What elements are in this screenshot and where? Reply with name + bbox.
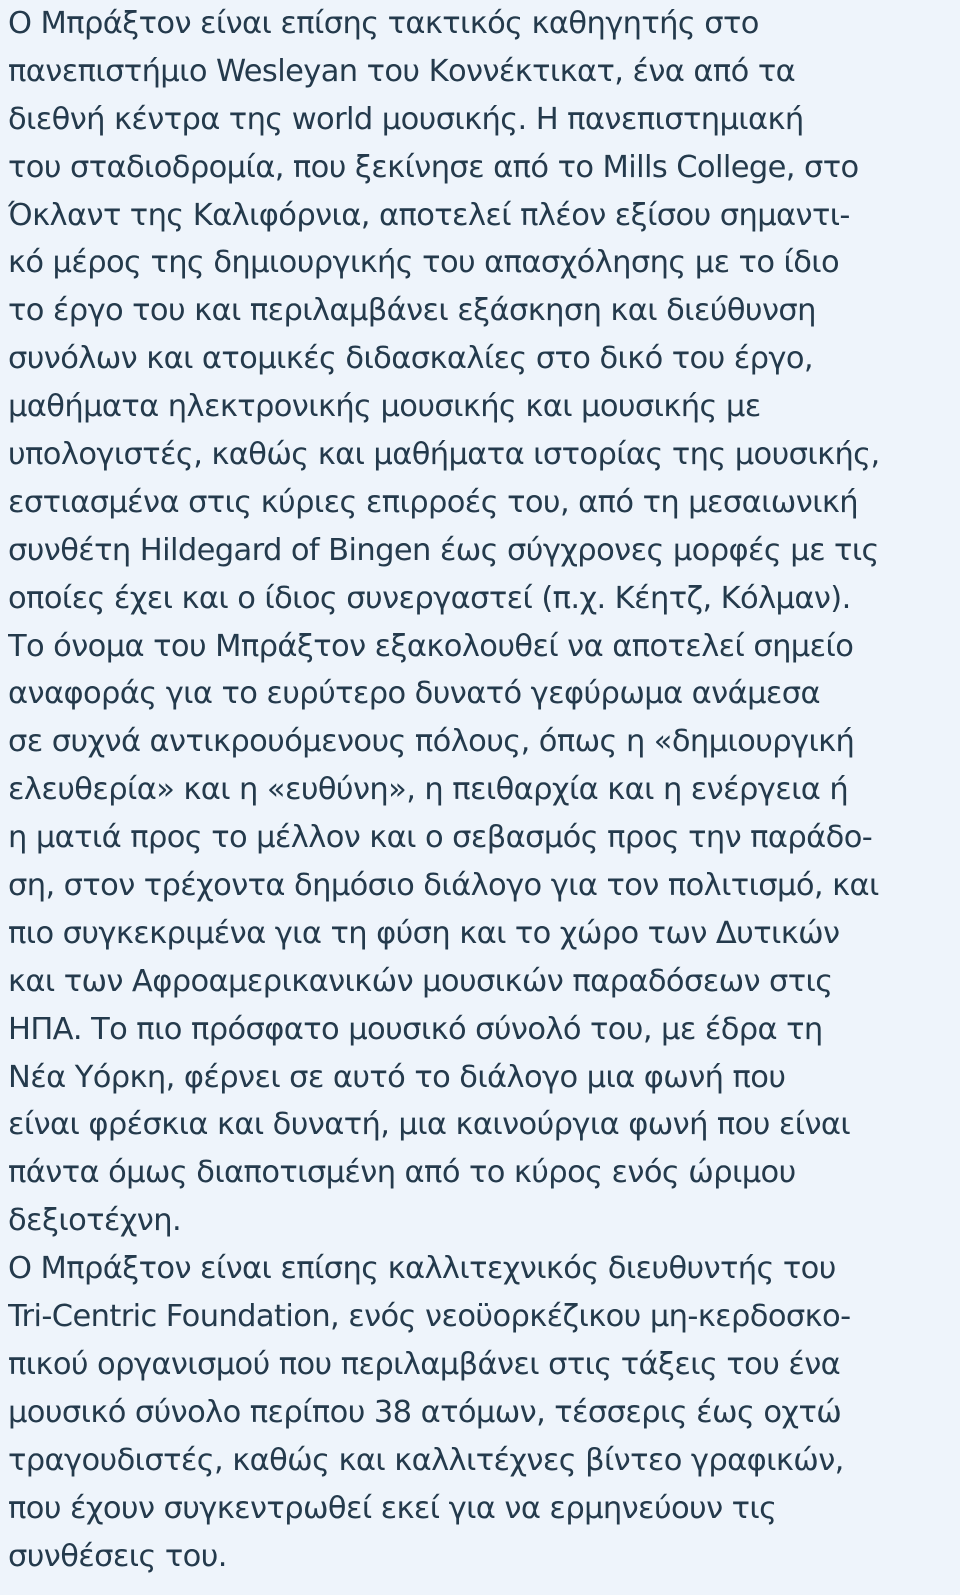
text-line: υπολογιστές, καθώς και μαθήματα ιστορίας της μουσικής, (8, 437, 880, 473)
text-line: Ο Μπράξτον είναι επίσης τακτικός καθηγητής στο (8, 6, 759, 41)
text-line: συνθέτη Hildegard of Bingen έως σύγχρονες μορφές με τις (8, 532, 879, 568)
text-line: εστιασμένα στις κύριες επιρροές του, από τη μεσαιωνική (8, 484, 859, 520)
text-line: η ματιά προς το μέλλον και ο σεβασμός προς την παράδο- (8, 820, 873, 856)
text-line: Ο Μπράξτον είναι επίσης καλλιτεχνικός διευθυντής του (8, 1251, 836, 1287)
text-line: ελευθερία» και η «ευθύνη», η πειθαρχία και η ενέργεια ή (8, 772, 849, 808)
text-line: και των Αφροαμερικανικών μουσικών παραδόσεων στις (8, 963, 833, 999)
text-line: Νέα Υόρκη, φέρνει σε αυτό το διάλογο μια φωνή που (8, 1059, 786, 1095)
text-line: πανεπιστήμιο Wesleyan του Κοννέκτικατ, ένα από τα (8, 53, 796, 89)
body-text (8, 0, 952, 1580)
text-line: κό μέρος της δημιουργικής του απασχόλησης με το ίδιο (8, 245, 840, 281)
text-line: μουσικό σύνολο περίπου 38 ατόμων, τέσσερις έως οχτώ (8, 1394, 842, 1430)
text-line: Το όνομα του Μπράξτον εξακολουθεί να αποτελεί σημείο (8, 628, 854, 664)
text-line: ση, στον τρέχοντα δημόσιο διάλογο για τον πολιτισμό, και (8, 868, 879, 904)
text-line: διεθνή κέντρα της world μουσικής. Η πανεπιστημιακή (8, 101, 804, 137)
text-line: Tri-Centric Foundation, ενός νεοϋορκέζικου μη-κερδοσκο- (8, 1299, 851, 1335)
text-line: πιο συγκεκριμένα για τη φύση και το χώρο των Δυτικών (8, 915, 840, 951)
text-line: οποίες έχει και ο ίδιος συνεργαστεί (π.χ. Κέητζ, Κόλμαν). (8, 580, 851, 616)
text-line: το έργο του και περιλαμβάνει εξάσκηση και διεύθυνση (8, 293, 816, 329)
text-line: δεξιοτέχνη. (8, 1203, 182, 1239)
text-line: πάντα όμως διαποτισμένη από το κύρος ενός ώριμου (8, 1155, 796, 1191)
text-line: είναι φρέσκια και δυνατή, μια καινούργια φωνή που είναι (8, 1107, 851, 1143)
text-line: τραγουδιστές, καθώς και καλλιτέχνες βίντεο γραφικών, (8, 1442, 844, 1478)
text-line: συνόλων και ατομικές διδασκαλίες στο δικό του έργο, (8, 341, 813, 377)
text-line: ΗΠΑ. Το πιο πρόσφατο μουσικό σύνολό του, με έδρα τη (8, 1011, 823, 1047)
text-line: του σταδιοδρομία, που ξεκίνησε από το Mills College, στο (8, 149, 859, 185)
text-line: σε συχνά αντικρουόμενους πόλους, όπως η «δημιουργική (8, 724, 855, 760)
text-line: μαθήματα ηλεκτρονικής μουσικής και μουσικής με (8, 389, 761, 425)
text-line: πικού οργανισμού που περιλαμβάνει στις τάξεις του ένα (8, 1346, 841, 1382)
text-line: που έχουν συγκεντρωθεί εκεί για να ερμηνεύουν τις (8, 1490, 777, 1526)
text-line: αναφοράς για το ευρύτερο δυνατό γεφύρωμα ανάμεσα (8, 676, 821, 712)
text-line: συνθέσεις του. (8, 1538, 227, 1574)
text-line: Όκλαντ της Καλιφόρνια, αποτελεί πλέον εξίσου σημαντι- (8, 197, 850, 233)
